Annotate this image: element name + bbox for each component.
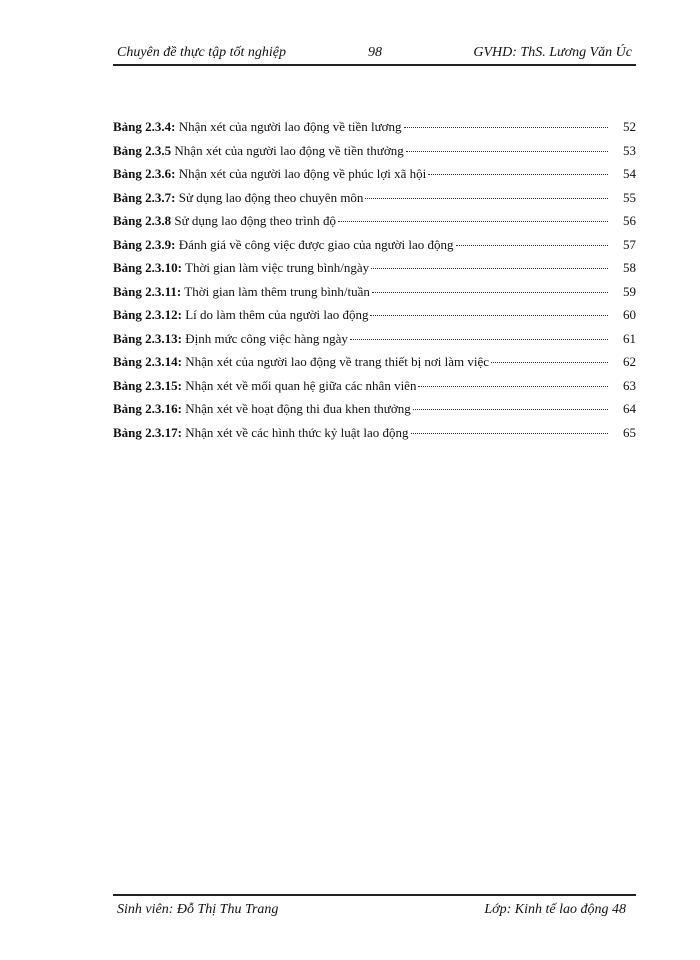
toc-entry-title: Nhận xét của người lao động về tiền lương: [178, 119, 402, 134]
dot-leader: [404, 127, 608, 128]
dot-leader: [365, 198, 608, 199]
toc-entry[interactable]: [113, 284, 636, 308]
toc-entry-code: Bảng 2.3.8: [113, 213, 172, 228]
toc-entry-title: Nhận xét của người lao động về trang thiết bị nơi làm việc: [185, 354, 490, 369]
dot-leader: [491, 362, 608, 363]
toc-entry-page: 52: [623, 119, 636, 134]
toc-entry-code: Bảng 2.3.10:: [113, 260, 182, 275]
toc-entry-page: 56: [623, 213, 636, 228]
toc-entry-page: 62: [623, 354, 636, 369]
header-supervisor: GVHD: ThS. Lương Văn Úc: [473, 45, 632, 60]
toc-entry-page: 64: [623, 401, 636, 416]
dot-leader: [418, 386, 608, 387]
toc-entry-page: 63: [623, 377, 636, 393]
dot-leader: [338, 221, 608, 222]
toc-entry-page: 60: [623, 307, 636, 322]
toc-entry-page: 58: [623, 260, 636, 275]
page-footer: [113, 894, 636, 922]
toc-entry[interactable]: [113, 425, 636, 449]
toc-entry-title: Nhận xét về hoạt động thi đua khen thưởng: [185, 401, 411, 416]
toc-entry[interactable]: [113, 354, 636, 378]
toc-entry-code: Bảng 2.3.12:: [113, 307, 182, 322]
toc-entry-code: Bảng 2.3.16:: [113, 401, 182, 416]
dot-leader: [456, 245, 609, 246]
dot-leader: [411, 433, 608, 434]
toc-entry-code: Bảng 2.3.11:: [113, 283, 182, 299]
toc-entry[interactable]: [113, 401, 636, 425]
toc-entry[interactable]: [113, 378, 636, 402]
toc-entry[interactable]: [113, 119, 636, 143]
toc-entry[interactable]: [113, 190, 636, 214]
toc-entry-title: Lí do làm thêm của người lao động: [185, 307, 369, 322]
toc-entry-code: Bảng 2.3.5: [113, 142, 172, 158]
footer-student: Sinh viên: Đỗ Thị Thu Trang: [117, 902, 279, 917]
toc-entry-code: Bảng 2.3.7:: [113, 189, 176, 205]
toc-entry-title: Đánh giá về công việc được giao của người lao động: [178, 236, 454, 252]
dot-leader: [371, 268, 608, 269]
toc-entry[interactable]: [113, 331, 636, 355]
toc-entry-title: Sử dụng lao động theo trình độ: [174, 213, 336, 228]
dot-leader: [370, 315, 608, 316]
toc-entry-code: Bảng 2.3.6:: [113, 166, 176, 181]
toc-entry-page: 57: [623, 236, 636, 252]
toc-entry-title: Sử dụng lao động theo chuyên môn: [178, 189, 364, 205]
toc-entry[interactable]: [113, 237, 636, 261]
toc-entry[interactable]: [113, 166, 636, 190]
toc-entry[interactable]: [113, 143, 636, 167]
toc-entry-code: Bảng 2.3.4:: [113, 119, 176, 134]
dot-leader: [428, 174, 608, 175]
header-page-number: 98: [368, 45, 382, 60]
toc-entry-page: 61: [623, 330, 636, 346]
toc-entry-code: Bảng 2.3.13:: [113, 330, 182, 346]
toc-entry-page: 65: [623, 424, 636, 440]
toc-entry-code: Bảng 2.3.14:: [113, 354, 182, 369]
toc-entry-title: Thời gian làm thêm trung bình/tuần: [184, 283, 370, 299]
dot-leader: [372, 292, 608, 293]
toc-entry-code: Bảng 2.3.9:: [113, 236, 176, 252]
toc-entry[interactable]: [113, 260, 636, 284]
toc-entry-page: 53: [623, 142, 636, 158]
toc-entry-title: Định mức công việc hàng ngày: [185, 330, 348, 346]
footer-class: Lớp: Kinh tế lao động 48: [484, 902, 626, 917]
toc-entry-title: Nhận xét của người lao động về phúc lợi xã hội: [178, 166, 427, 181]
toc-entry-title: Nhận xét của người lao động về tiền thưởng: [174, 142, 404, 158]
toc-entry-page: 59: [623, 283, 636, 299]
table-of-contents: [113, 119, 636, 448]
dot-leader: [406, 151, 608, 152]
dot-leader: [413, 409, 608, 410]
toc-entry-page: 54: [623, 166, 636, 181]
page-header: [113, 42, 636, 66]
header-document-title: Chuyên đề thực tập tốt nghiệp: [117, 45, 286, 60]
toc-entry-title: Nhận xét về các hình thức kỷ luật lao động: [185, 424, 409, 440]
toc-entry[interactable]: [113, 213, 636, 237]
toc-entry-title: Nhận xét về mối quan hệ giữa các nhân viên: [185, 377, 417, 393]
toc-entry-code: Bảng 2.3.17:: [113, 424, 182, 440]
toc-entry-page: 55: [623, 189, 636, 205]
dot-leader: [350, 339, 608, 340]
toc-entry-title: Thời gian làm việc trung bình/ngày: [185, 260, 370, 275]
toc-entry[interactable]: [113, 307, 636, 331]
toc-entry-code: Bảng 2.3.15:: [113, 377, 182, 393]
